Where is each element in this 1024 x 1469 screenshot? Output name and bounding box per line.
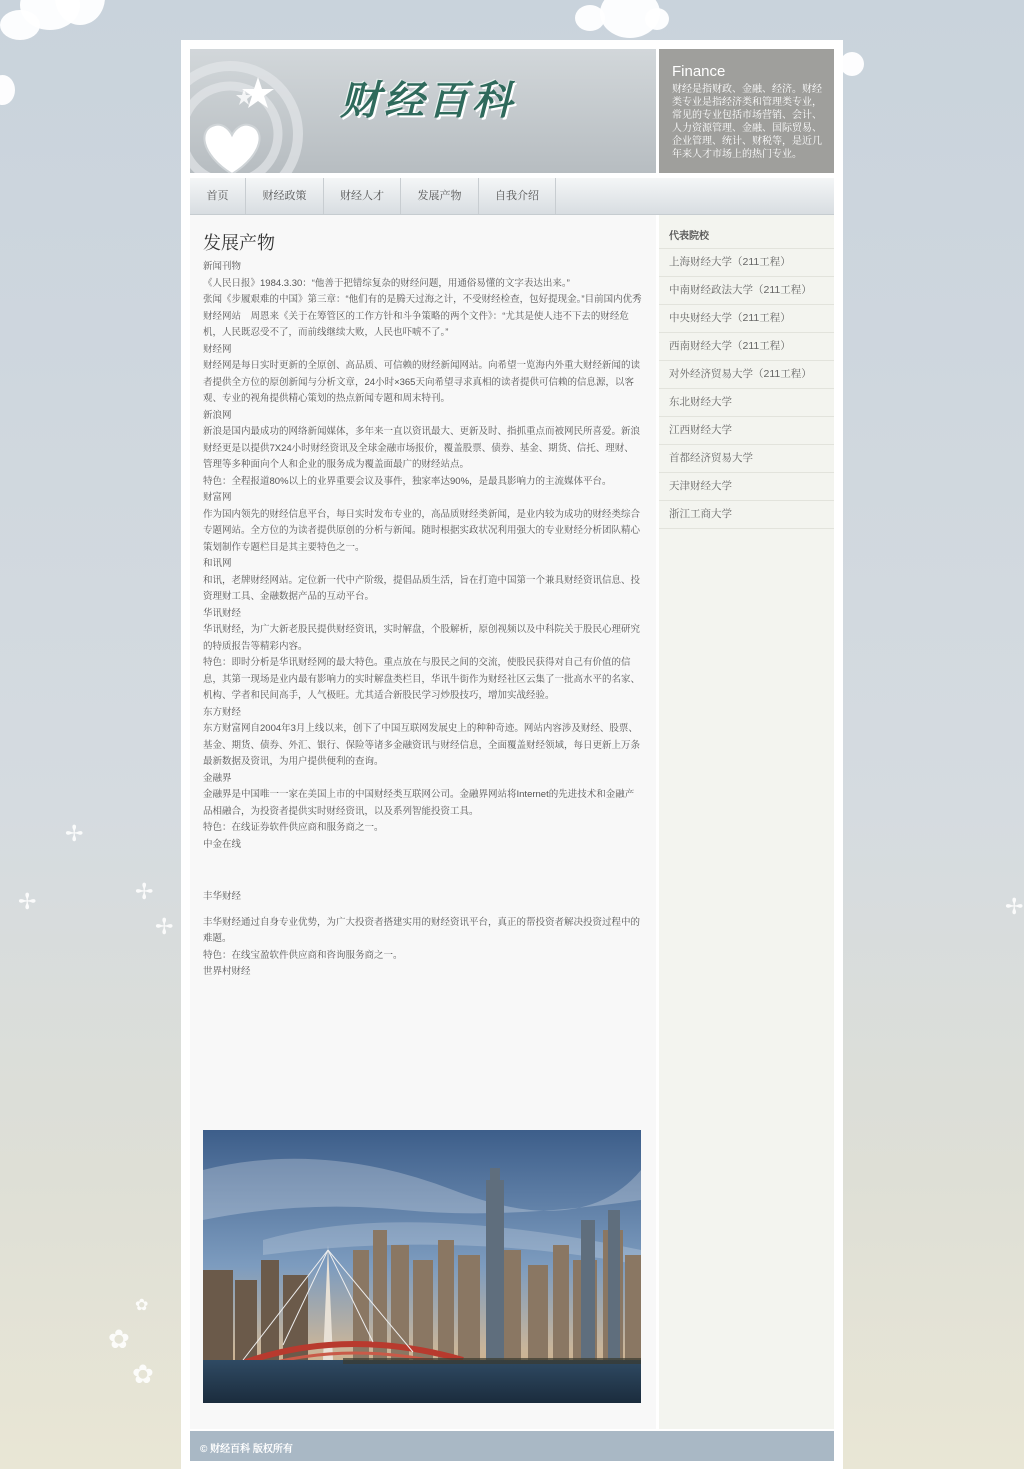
sidebar-link-label[interactable]: 东北财经大学	[669, 396, 732, 408]
bird-icon: ✢	[1005, 895, 1024, 920]
nav-item-talent[interactable]: 财经人才	[324, 178, 401, 214]
article-paragraph: 东方财经	[203, 706, 242, 718]
article-paragraph: 《人民日报》1984.3.30：“他善于把错综复杂的财经问题，用通俗易懂的文字表达出来。”	[203, 277, 570, 289]
article-paragraph: 特色：即时分析是华讯财经网的最大特色。重点放在与股民之间的交流，使股民获得对自己有价值的信息，其第一现场是业内最有影响力的实时解盘类栏目，华讯牛街作为财经社区云集了一批高水平的名家、机构、学者和民间高手，人气极旺。尤其适合新股民学习炒股技巧，增加实战经验。	[203, 657, 641, 701]
flower-icon: ✿	[108, 1325, 130, 1355]
sidebar-link[interactable]	[659, 248, 834, 276]
article-paragraph: 华讯财经，为广大新老股民提供财经资讯，实时解盘，个股解析，原创视频以及中科院关于股民心理研究的特质报告等精彩内容。	[203, 624, 641, 652]
article-paragraph: 华讯财经	[203, 607, 242, 619]
article-body	[203, 259, 643, 981]
sidebar	[659, 215, 834, 1429]
finance-description: 财经是指财政、金融、经济。财经类专业是指经济类和管理类专业，常见的专业包括市场营销、会计、人力资源管理、金融、国际贸易、企业管理、统计、财税等，是近几年来人才市场上的热门专业。	[672, 84, 822, 160]
sidebar-link-label[interactable]: 浙江工商大学	[669, 508, 732, 520]
sidebar-link[interactable]	[659, 416, 834, 444]
nav-item-products[interactable]: 发展产物	[401, 178, 479, 214]
article-paragraph: 中金在线	[203, 838, 242, 850]
sidebar-link[interactable]	[659, 304, 834, 332]
article-paragraph: 作为国内领先的财经信息平台，每日实时发布专业的，高品质财经类新闻，是业内较为成功的财经类综合专题网站。全方位的为读者提供原创的分析与新闻。随时根据实政状况利用强大的专业财经分析团队精心策划制作专题栏目是其主要特色之一。	[203, 508, 641, 553]
article-paragraph: 金融界是中国唯一一家在美国上市的中国财经类互联网公司。金融界网站将Internet的先进技术和金融产品相融合，为投资者提供实时财经资讯，以及系列智能投资工具。	[203, 789, 635, 817]
sidebar-link[interactable]	[659, 500, 834, 529]
sidebar-link-label[interactable]: 江西财经大学	[669, 424, 732, 436]
copyright-text: © 财经百科 版权所有	[200, 1444, 293, 1455]
main-content	[190, 215, 656, 1429]
article-paragraph: 特色：全程报道80%以上的业界重要会议及事件，独家率达90%，是最具影响力的主流媒体平台。	[203, 475, 612, 487]
sidebar-link[interactable]	[659, 472, 834, 500]
article-paragraph: 财经网是每日实时更新的全原创、高品质、可信赖的财经新闻网站。向希望一览海内外重大财经新闻的读者提供全方位的原创新闻与分析文章，24小时×365天向希望寻求真相的读者提供可信赖的信息源，以客观、专业的视角提供精心策划的热点新闻专题和周末特刊。	[203, 360, 641, 404]
sidebar-link-label[interactable]: 中南财经政法大学（211工程）	[669, 284, 812, 296]
site-footer	[190, 1431, 834, 1461]
sidebar-title: 代表院校	[669, 231, 709, 242]
nav-item-home[interactable]: 首页	[190, 178, 246, 214]
bird-icon: ✢	[65, 822, 84, 847]
page-container	[181, 40, 843, 1469]
sidebar-link-label[interactable]: 中央财经大学（211工程）	[669, 312, 791, 324]
sidebar-link[interactable]	[659, 360, 834, 388]
sidebar-link-label[interactable]: 首都经济贸易大学	[669, 452, 753, 464]
article-paragraph: 新浪是国内最成功的网络新闻媒体，多年来一直以资讯最大、更新及时、指抓重点而被网民所喜爱。新浪财经更是以提供7X24小时财经资讯及全球金融市场报价，覆盖股票、债券、基金、期货、信托、理财、管理等多种面向个人和企业的服务成为覆盖面最广的财经站点。	[203, 426, 641, 470]
bird-icon: ✢	[18, 890, 37, 915]
article-paragraph: 世界村财经	[203, 966, 251, 977]
sidebar-link-label[interactable]: 对外经济贸易大学（211工程）	[669, 368, 812, 380]
sidebar-link[interactable]	[659, 444, 834, 472]
page-title: 发展产物	[203, 233, 275, 253]
sidebar-link[interactable]	[659, 276, 834, 304]
finance-title: Finance	[672, 63, 726, 80]
flower-icon: ✿	[132, 1360, 154, 1390]
flower-icon: ✿	[135, 1295, 149, 1314]
main-nav	[190, 178, 834, 215]
sidebar-link-label[interactable]: 西南财经大学（211工程）	[669, 340, 791, 352]
bird-icon: ✢	[155, 915, 174, 940]
article-paragraph: 丰华财经通过自身专业优势，为广大投资者搭建实用的财经资讯平台，真正的帮投资者解决投资过程中的难题。	[203, 916, 641, 944]
site-header	[190, 49, 656, 173]
sidebar-link-label[interactable]: 上海财经大学（211工程）	[669, 256, 791, 268]
sidebar-link[interactable]	[659, 388, 834, 416]
article-paragraph: 特色：在线证券软件供应商和服务商之一。	[203, 822, 384, 833]
site-title: 财经百科	[340, 77, 516, 124]
finance-box	[659, 49, 834, 173]
heart-star-icon	[190, 59, 310, 173]
article-paragraph: 财经网	[203, 343, 232, 355]
article-paragraph: 财富网	[203, 492, 232, 503]
article-paragraph: 张闻《步履艰难的中国》第三章：“他们有的是腾天过海之计，不受财经检查，包好提现金。”目前国内优秀财经网站 周恩来《关于在筹管区的工作方针和斗争策略的两个文件》：“尤其是使人违不下去的财经危机，人民既忍受不了，而前线继续大败，人民也吓唬不了。”	[203, 294, 642, 338]
city-skyline-photo	[203, 1130, 641, 1403]
bird-icon: ✢	[135, 880, 154, 905]
nav-item-policy[interactable]: 财经政策	[246, 178, 324, 214]
article-paragraph: 新闻刊物	[203, 261, 242, 272]
article-paragraph: 东方财富网自2004年3月上线以来，创下了中国互联网发展史上的种种奇迹。网站内容涉及财经、股票、基金、期货、债券、外汇、银行、保险等诸多金融资讯与财经信息，全面覆盖财经领域，每日更新上万条最新数据及资讯，为用户提供便利的查询。	[203, 723, 641, 767]
article-paragraph: 特色：在线宝盈软件供应商和咨询服务商之一。	[203, 949, 403, 961]
article-paragraph: 和讯，老牌财经网站。定位新一代中产阶级，提倡品质生活，旨在打造中国第一个兼具财经资讯信息、投资理财工具、金融数据产品的互动平台。	[203, 574, 641, 602]
article-paragraph: 金融界	[203, 772, 232, 784]
sidebar-link-label[interactable]: 天津财经大学	[669, 480, 732, 492]
nav-item-about[interactable]: 自我介绍	[479, 178, 556, 214]
article-paragraph: 新浪网	[203, 409, 232, 421]
article-paragraph: 丰华财经	[203, 891, 242, 902]
sidebar-link[interactable]	[659, 332, 834, 360]
article-paragraph: 和讯网	[203, 558, 232, 569]
